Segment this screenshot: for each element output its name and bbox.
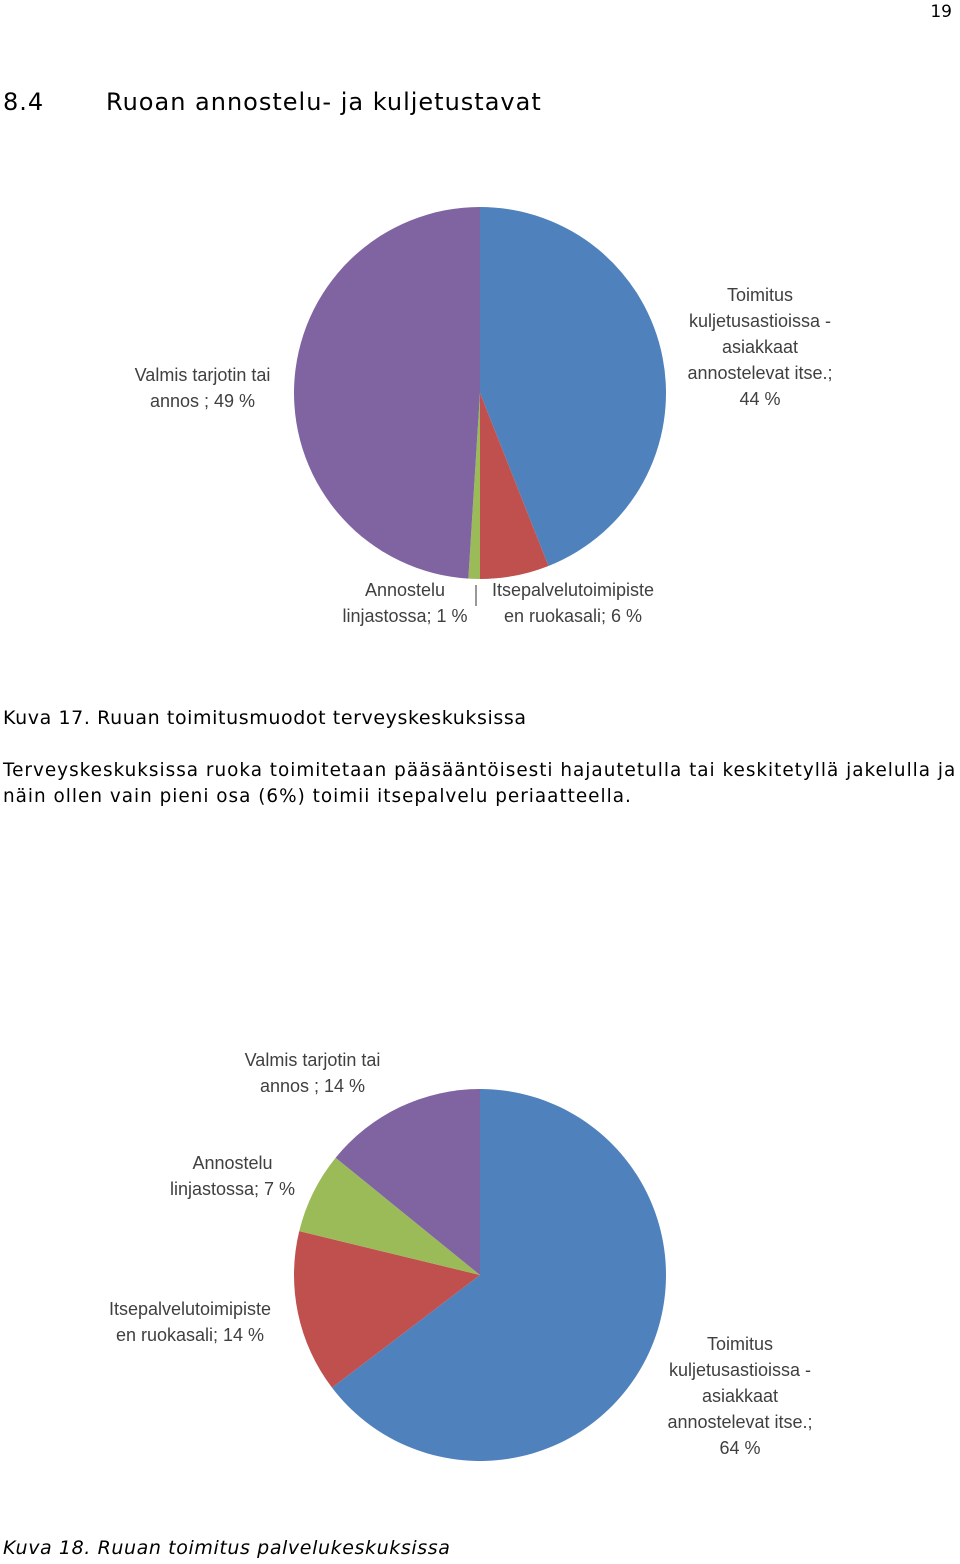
pie2-label-purple: Valmis tarjotin tai annos ; 14 % (244, 1050, 381, 1096)
pie1-label-green: Annostelu linjastossa; 1 % (342, 580, 468, 626)
section-title: Ruoan annostelu- ja kuljetustavat (106, 88, 542, 116)
pie2-label-green: Annostelu linjastossa; 7 % (169, 1153, 296, 1199)
pie1-label-purple: Valmis tarjotin tai annos ; 49 % (134, 365, 271, 411)
pie2-label-blue: Toimitus kuljetusastioissa - asiakkaat annostelevat itse.; 64 % (667, 1334, 813, 1458)
pie2-label-red: Itsepalvelutoimipiste en ruokasali; 14 % (108, 1299, 272, 1345)
figure-caption-17: Kuva 17. Ruuan toimitusmuodot terveyskeskuksissa (3, 707, 527, 729)
page-number: 19 (930, 2, 952, 22)
pie1-label-blue: Toimitus kuljetusastioissa - asiakkaat annostelevat itse.; 44 % (687, 285, 833, 409)
body-paragraph: Terveyskeskuksissa ruoka toimitetaan pääsääntöisesti hajautetulla tai keskitetyllä jakelulla ja näin ollen vain pieni osa (6%) toimii itsepalvelu periaatteella. (3, 760, 957, 807)
section-number: 8.4 (3, 88, 45, 116)
figure-caption-18: Kuva 18. Ruuan toimitus palvelukeskuksissa (3, 1537, 451, 1559)
pie1-label-red: Itsepalvelutoimipiste en ruokasali; 6 % (491, 580, 655, 626)
